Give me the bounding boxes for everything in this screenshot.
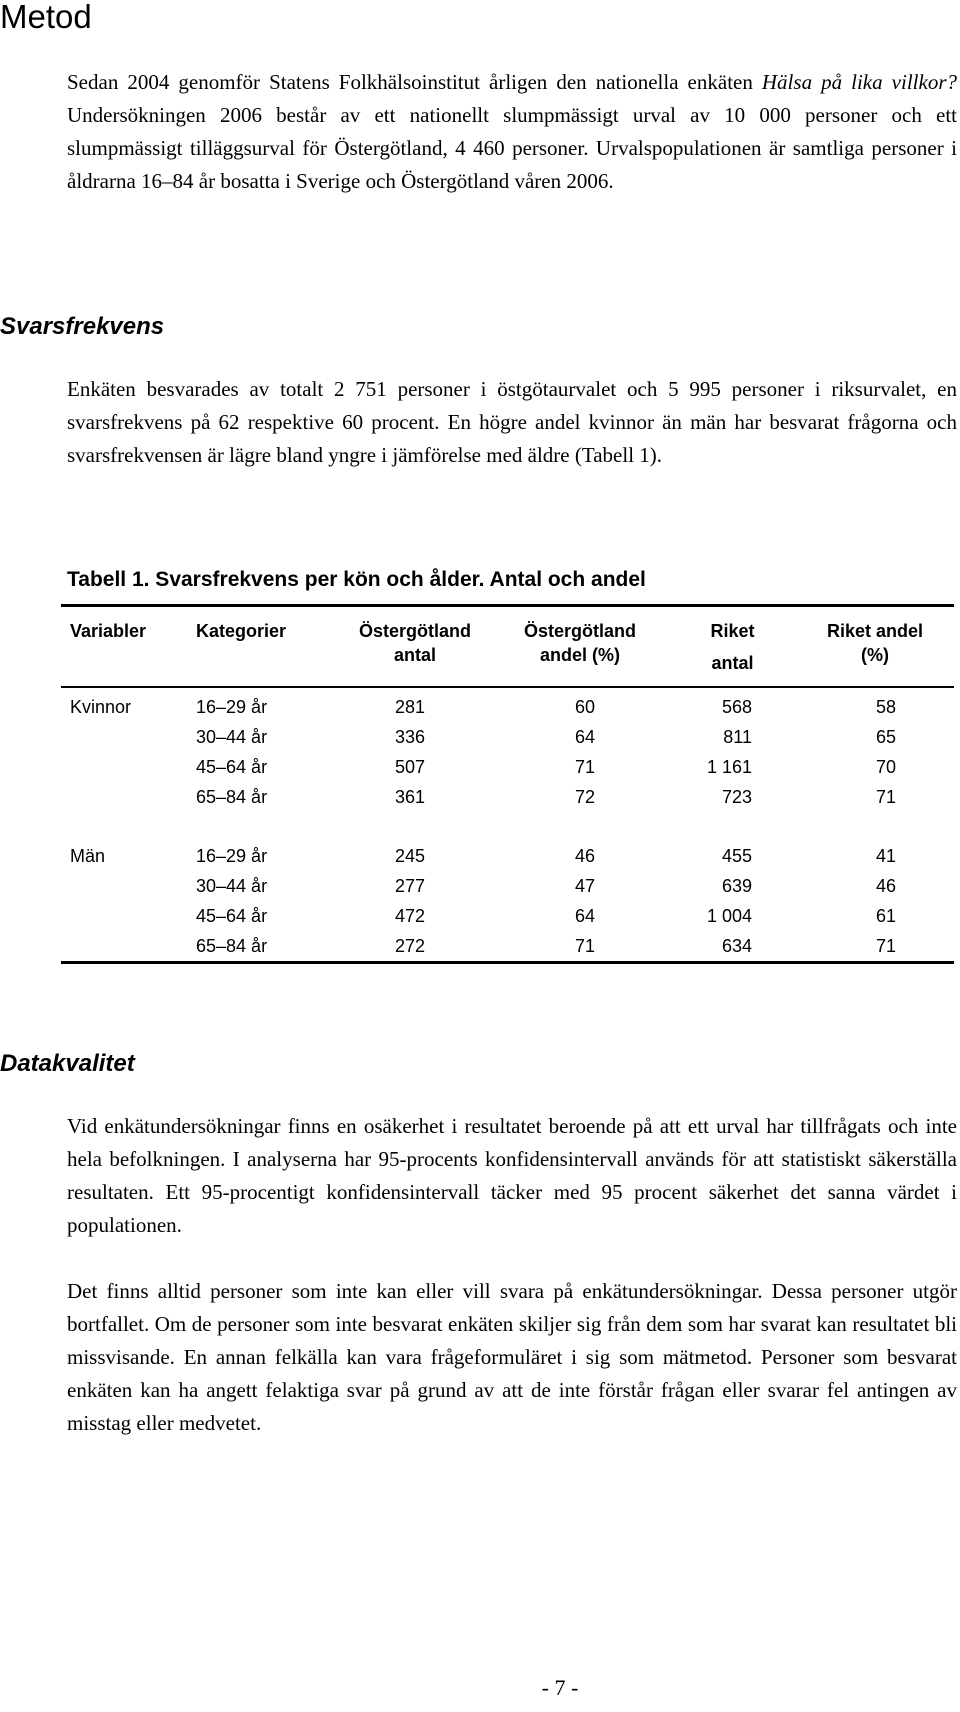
intro-paragraph <box>67 66 957 198</box>
row-riket-antal: 723 <box>721 787 752 807</box>
table-top-rule <box>61 604 954 607</box>
svarsfrekvens-paragraph: Enkäten besvarades av totalt 2 751 personer i östgötaurvalet och 5 995 personer i riksurvalet, en svarsfrekvens på 62 respektive 60 procent. En högre andel kvinnor än män har besvarat frågorna och svarsfrekvensen är lägre bland yngre i jämförelse med äldre (Tabell 1). <box>67 377 957 467</box>
row-riket-andel: 41 <box>876 846 897 866</box>
page-heading: Metod <box>0 0 92 35</box>
row-og-antal: 472 <box>395 906 426 926</box>
header-riket-antal-line1: Riket <box>710 621 755 641</box>
row-variable: Kvinnor <box>70 697 132 717</box>
table-caption: Tabell 1. Svarsfrekvens per kön och ålder. Antal och andel <box>67 568 646 591</box>
section-heading-svarsfrekvens: Svarsfrekvens <box>0 313 165 340</box>
row-riket-antal: 455 <box>721 846 752 866</box>
header-og-andel <box>505 619 655 667</box>
row-riket-andel: 61 <box>876 906 897 926</box>
survey-name: Hälsa på lika villkor? <box>761 70 957 94</box>
header-riket-andel-line2: (%) <box>861 645 889 665</box>
header-riket-antal <box>670 619 795 675</box>
row-riket-andel: 71 <box>876 936 897 956</box>
row-riket-antal: 634 <box>721 936 752 956</box>
header-riket-antal-line2: antal <box>711 653 754 673</box>
row-category: 65–84 år <box>196 936 268 956</box>
row-category: 45–64 år <box>196 757 268 777</box>
row-category: 16–29 år <box>196 697 268 717</box>
row-variable: Män <box>70 846 106 866</box>
row-og-andel: 71 <box>575 936 596 956</box>
row-riket-antal: 639 <box>721 876 752 896</box>
row-category: 30–44 år <box>196 876 268 896</box>
row-og-antal: 507 <box>395 757 426 777</box>
row-category: 30–44 år <box>196 727 268 747</box>
row-category: 16–29 år <box>196 846 268 866</box>
row-og-andel: 46 <box>575 846 596 866</box>
section-heading-datakvalitet: Datakvalitet <box>0 1050 135 1077</box>
row-riket-antal: 811 <box>723 727 752 747</box>
header-og-antal-line2: antal <box>393 645 436 665</box>
header-og-antal <box>340 619 490 667</box>
intro-text-end: Undersökningen 2006 består av ett nationellt slumpmässigt urval av 10 000 personer och ett slumpmässigt tilläggsurval för Östergötland, 4 460 personer. Urvalspopulationen är samtliga personer i åldrarna 16–84 år bosatta i Sverige och Östergötland våren 2006. <box>67 103 957 193</box>
row-riket-andel: 46 <box>876 876 897 896</box>
row-category: 65–84 år <box>196 787 268 807</box>
row-og-antal: 245 <box>395 846 426 866</box>
header-og-andel-line2: andel (%) <box>539 645 620 665</box>
row-og-andel: 47 <box>575 876 596 896</box>
header-og-andel-line1: Östergötland <box>523 621 636 641</box>
row-og-andel: 72 <box>575 787 596 807</box>
row-og-antal: 361 <box>395 787 426 807</box>
table-bottom-rule <box>61 961 954 964</box>
row-og-antal: 272 <box>395 936 426 956</box>
datakvalitet-paragraph-2: Det finns alltid personer som inte kan eller vill svara på enkätundersökningar. Dessa personer utgör bortfallet. Om de personer som inte besvarat enkäten skiljer sig från dem som har svarat kan resultatet bli missvisande. En annan felkälla kan vara frågeformuläret i sig som mätmetod. Personer som besvarat enkäten kan ha angett felaktiga svar på grund av att de inte förstår frågan eller svarar fel antingen av misstag eller medvetet. <box>67 1279 957 1435</box>
row-og-antal: 277 <box>395 876 426 896</box>
table-header-rule <box>61 686 954 688</box>
row-og-andel: 64 <box>575 727 596 747</box>
row-riket-andel: 65 <box>876 727 897 747</box>
row-og-andel: 64 <box>575 906 596 926</box>
datakvalitet-paragraph-1: Vid enkätundersökningar finns en osäkerhet i resultatet beroende på att ett urval har tillfrågats och inte hela befolkningen. I analyserna har 95-procents konfidensintervall används för att statistiskt säkerställa resultaten. Ett 95-procentigt konfidensintervall täcker med 95 procent säkerhet det sanna värdet i populationen. <box>67 1114 957 1237</box>
row-og-andel: 71 <box>575 757 596 777</box>
header-variabler: Variabler <box>70 621 147 641</box>
header-riket-andel-line1: Riket andel <box>826 621 924 641</box>
row-riket-antal: 1 161 <box>706 757 752 777</box>
header-riket-andel <box>800 619 950 667</box>
row-riket-andel: 58 <box>876 697 897 717</box>
row-riket-andel: 71 <box>876 787 897 807</box>
intro-text-start: Sedan 2004 genomför Statens Folkhälsoinstitut årligen den nationella enkäten <box>67 70 762 94</box>
row-riket-andel: 70 <box>876 757 897 777</box>
page-number: - 7 - <box>541 1675 579 1700</box>
header-kategorier: Kategorier <box>196 621 287 641</box>
row-og-antal: 281 <box>395 697 426 717</box>
row-riket-antal: 568 <box>721 697 752 717</box>
row-riket-antal: 1 004 <box>706 906 752 926</box>
row-og-andel: 60 <box>575 697 596 717</box>
row-category: 45–64 år <box>196 906 268 926</box>
row-og-antal: 336 <box>395 727 426 747</box>
header-og-antal-line1: Östergötland <box>358 621 471 641</box>
